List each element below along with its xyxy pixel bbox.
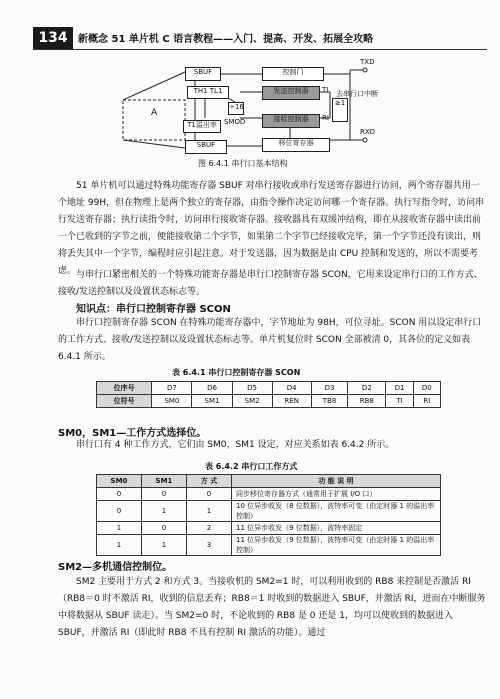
- table-cell: 2: [187, 522, 232, 535]
- table-cell: 1: [97, 535, 142, 556]
- table-cell: 同步移位寄存器方式（通常用于扩展 I/O 口）: [232, 488, 441, 501]
- table-cell: REN: [272, 395, 311, 408]
- sm2-title: SM2—多机通信控制位。: [58, 562, 173, 573]
- knowledge-text: 串行口控制寄存器 SCON 在特殊功能寄存器中，字节地址为 98H，可位寻址。SCON 用以设定串行口的工作方式、接收/发送控制以及设置状态标志等。单片机复位时 SCON 全部被清 0，其各位的定义如表 6.4.1 所示。: [58, 318, 482, 362]
- or-gate-box: [332, 98, 348, 122]
- div16-label: ÷16: [229, 103, 244, 111]
- serial-port-diagram: [0, 0, 500, 170]
- table-cell: D3: [311, 382, 348, 395]
- table-cell: 11 位异步收发（9 位数据），波特率可变（由定时器 1 的溢出率控制）: [232, 535, 441, 556]
- receive-controller-label: 接收控制器: [273, 115, 309, 123]
- sbuf-receive-label: SBUF: [196, 141, 216, 149]
- table-cell: 1: [97, 522, 142, 535]
- paragraph-sbuf: 51 单片机可以通过特殊功能寄存器 SBUF 对串行接收或串行发送寄存器进行访问，两个寄存器共用一个地址 99H，但在物理上是两个独立的寄存器，由指令操作决定访问哪一个寄存器。执行写指令时，访问串行发送寄存器；执行读指令时，访问串行接收寄存器。接收器具有双缓冲结构，即在从接收寄存器中读出前一个已收到的字节之前，便能接收第二个字节，如果第二个字节已经接收完毕，第一个字节还没有读出，则将丢失其中一个字节，编程时应引起注意。对于发送器，因为数据是由 CPU 控制和发送的，所以不需要考虑。: [58, 181, 485, 276]
- sm0-sm1-text: 串行口有 4 种工作方式，它们由 SM0，SM1 设定，对应关系如表 6.4.2 所示。: [76, 440, 395, 450]
- ri-label: RI: [322, 114, 329, 122]
- mode-table: [96, 474, 441, 556]
- table-cell: 0: [97, 488, 142, 501]
- figure-caption: 图 6.4.1 串行口基本结构: [198, 159, 288, 168]
- table-cell: 1: [187, 501, 232, 522]
- shift-register-box: [262, 138, 330, 152]
- diagram-lines: [0, 0, 500, 170]
- table-cell: RB8: [348, 395, 386, 408]
- table-cell: 位符号: [97, 395, 152, 408]
- sbuf-send-label: SBUF: [193, 68, 213, 76]
- table-header-cell: 功 能 说 明: [232, 475, 441, 488]
- control-gate-label: 控制门: [282, 68, 304, 76]
- table-cell: SM1: [192, 395, 232, 408]
- table-row: [97, 395, 441, 408]
- table-cell: TI: [386, 395, 413, 408]
- table-cell: D4: [272, 382, 311, 395]
- send-controller-box: [262, 86, 320, 100]
- table-row: [97, 535, 441, 556]
- table-row: [97, 522, 441, 535]
- table-cell: 11 位异步收发（9 位数据），波特率固定: [232, 522, 441, 535]
- table-cell: D7: [152, 382, 192, 395]
- table-cell: 0: [142, 488, 187, 501]
- sbuf-receive-register: [185, 140, 227, 154]
- table-cell: 0: [97, 501, 142, 522]
- table-cell: SM2: [232, 395, 272, 408]
- table-cell: 1: [142, 535, 187, 556]
- page-number: 134: [33, 27, 73, 49]
- t1-overflow-label: T1溢出率: [187, 121, 217, 129]
- t1-overflow-box: [183, 120, 221, 133]
- table-cell: 1: [142, 501, 187, 522]
- receive-controller-box: [262, 114, 320, 128]
- table-row: [97, 501, 441, 522]
- table-header-cell: 方 式: [187, 475, 232, 488]
- table-cell: D1: [386, 382, 413, 395]
- shift-register-label: 移位寄存器: [278, 139, 314, 147]
- control-gate-box: [262, 67, 324, 81]
- table-cell: D0: [413, 382, 440, 395]
- table-cell: TB8: [311, 395, 348, 408]
- table-cell: D6: [192, 382, 232, 395]
- send-controller-label: 发送控制器: [273, 87, 309, 95]
- book-title: 新概念 51 单片机 C 语言教程——入门、提高、开发、拓展全攻略: [78, 34, 374, 45]
- table-cell: 10 位异步收发（8 位数据），波特率可变（由定时器 1 的溢出率控制）: [232, 501, 441, 522]
- paragraph-scon-intro: 与串行口紧密相关的一个特殊功能寄存器是串行口控制寄存器 SCON，它用来设定串行口的工作方式、接收/发送控制以及设置状态标志等。: [58, 270, 483, 297]
- sm2-text: SM2 主要用于方式 2 和方式 3。当接收机的 SM2=1 时，可以利用收到的 RB8 来控制是否激活 RI（RB8＝0 时不激活 RI，收到的信息丢弃；RB8＝1 时收到的数据进入 SBUF，并激活 RI，进而在中断服务中将数据从 SBUF 读走）。当 SM2=0 时，不论收到的 RB8 是 0 还是 1，均可以使收到的数据进入 SBUF，并激活 RI（即此时 RB8 不具有控制 RI 激活的功能）。通过: [58, 577, 486, 638]
- smod-label: SMOD: [224, 118, 246, 126]
- table-header-cell: SM1: [142, 475, 187, 488]
- interrupt-label: 去串行口中断: [336, 90, 378, 98]
- div16-box: [228, 102, 244, 115]
- table-header-row: [97, 475, 441, 488]
- txd-label: TXD: [360, 58, 375, 66]
- ti-label: TI: [322, 86, 329, 94]
- scon-table: [96, 381, 441, 408]
- table-cell: 3: [187, 535, 232, 556]
- table-cell: D2: [348, 382, 386, 395]
- or-gate-label: ≥1: [334, 99, 346, 107]
- table-cell: RI: [413, 395, 440, 408]
- table-header-cell: SM0: [97, 475, 142, 488]
- table1-caption: 表 6.4.1 串行口控制寄存器 SCON: [172, 368, 301, 377]
- table-row: [97, 382, 441, 395]
- knowledge-heading: 知识点：串行口控制寄存器 SCON: [76, 304, 231, 315]
- table-cell: 0: [187, 488, 232, 501]
- a-label: A: [151, 108, 158, 118]
- table-cell: 位序号: [97, 382, 152, 395]
- table-cell: 0: [142, 522, 187, 535]
- table2-caption: 表 6.4.2 串行口工作方式: [205, 462, 298, 471]
- table-row: [97, 488, 441, 501]
- sbuf-send-register: [185, 67, 221, 81]
- th1-tl1-label: TH1 TL1: [193, 87, 223, 95]
- th1-tl1-box: [187, 86, 229, 99]
- table-cell: D5: [232, 382, 272, 395]
- sm0-sm1-title: SM0，SM1—工作方式选择位。: [58, 428, 207, 439]
- rxd-label: RXD: [360, 128, 376, 136]
- table-cell: SM0: [152, 395, 192, 408]
